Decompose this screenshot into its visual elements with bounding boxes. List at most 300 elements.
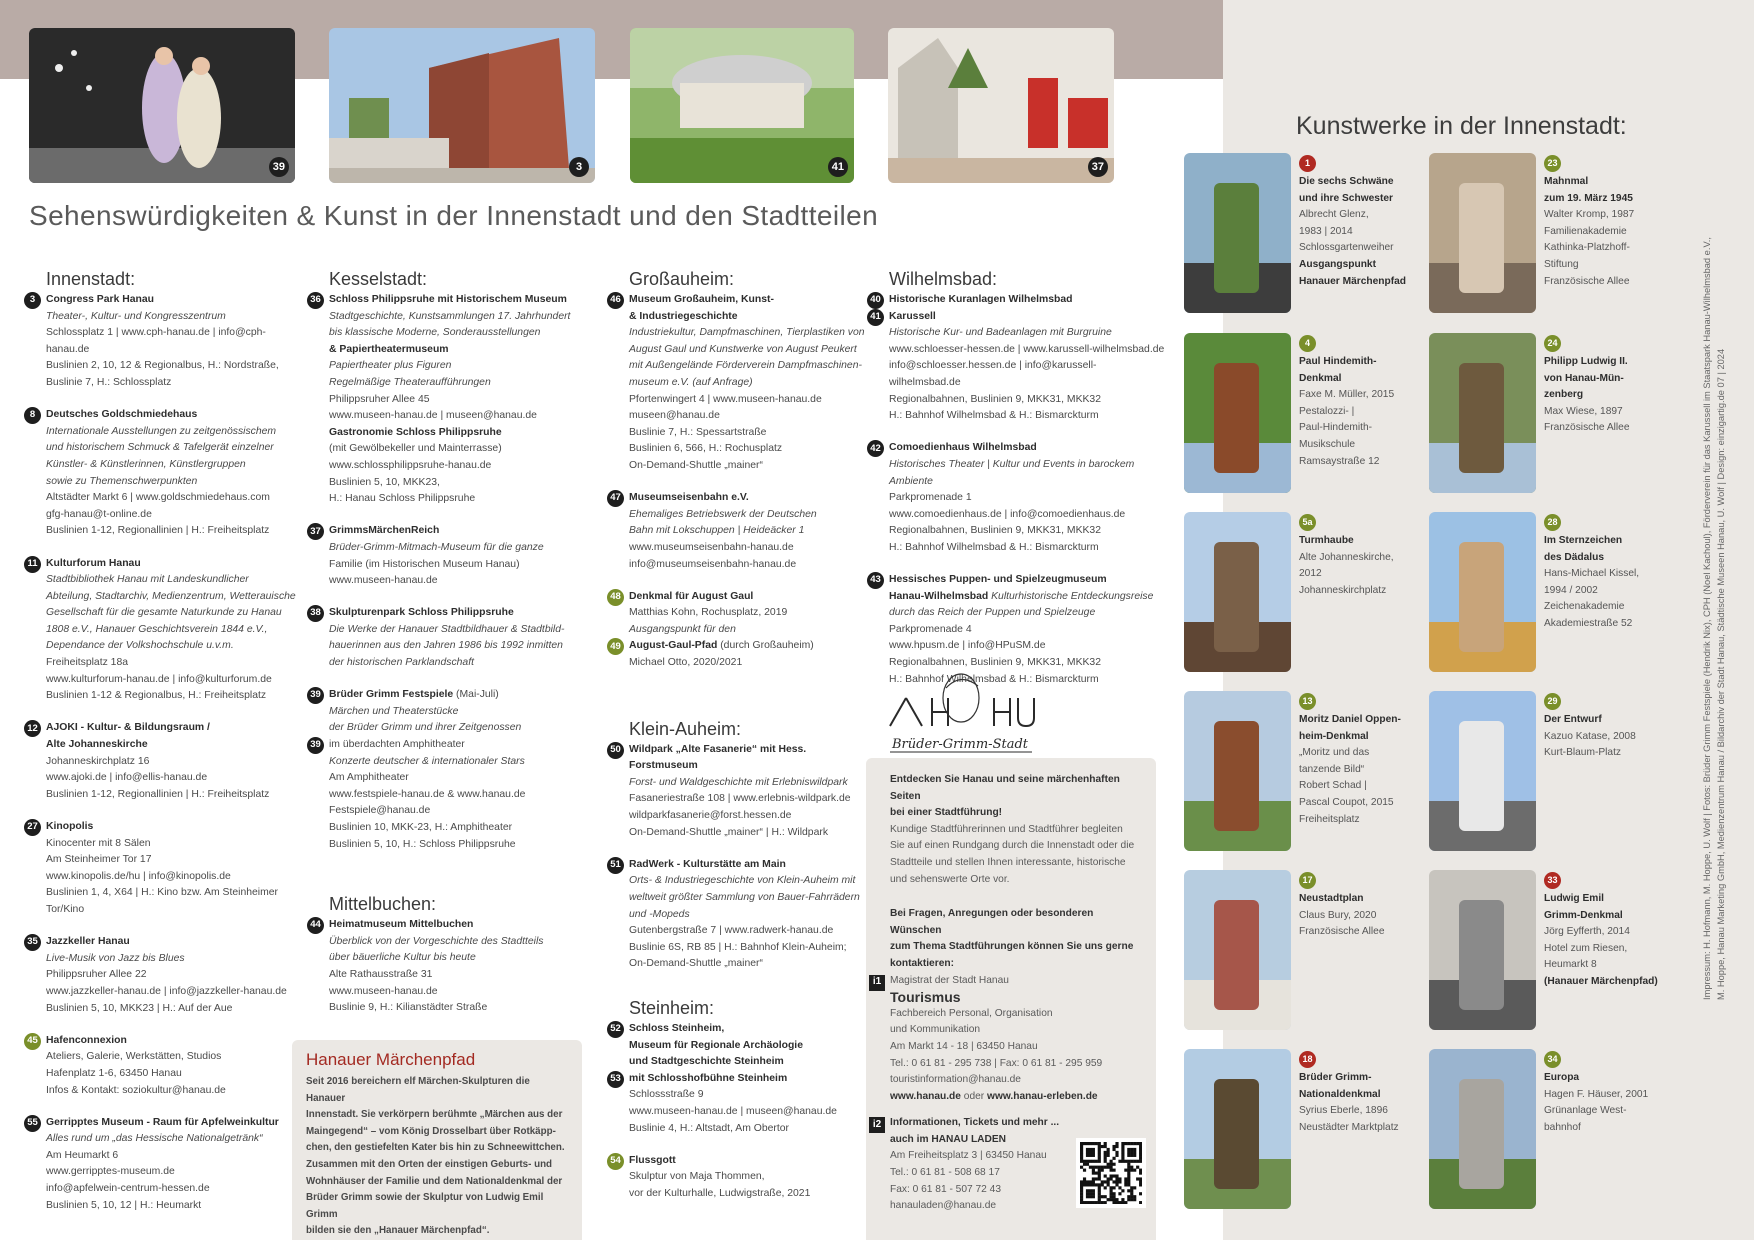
entry-title: Karussell bbox=[889, 310, 936, 322]
entry-title: Wildpark „Alte Fasanerie“ mit Hess. Forstmuseum bbox=[629, 743, 807, 772]
link-separator: oder bbox=[960, 1090, 988, 1102]
artwork-caption bbox=[1544, 155, 1670, 290]
entry-title: Congress Park Hanau bbox=[46, 294, 154, 305]
list-item bbox=[307, 687, 587, 853]
artwork-photo bbox=[1184, 512, 1291, 672]
entry-line: Philippsruher Allee 22 bbox=[46, 969, 147, 981]
entry-line: info@apfelwein-centrum-hessen.de bbox=[46, 1183, 210, 1195]
artwork-caption bbox=[1299, 155, 1425, 290]
grimm-portrait-icon bbox=[886, 668, 1036, 754]
list-item bbox=[607, 857, 867, 973]
entry-line: Ehemaliges Betriebswerk der Deutschen bbox=[629, 508, 817, 520]
entry-line: www.hpusm.de | info@HPuSM.de bbox=[889, 640, 1046, 652]
entry-title: GrimmsMärchenReich bbox=[329, 525, 440, 537]
artwork-title: Moritz Daniel Oppen- bbox=[1299, 714, 1401, 725]
entry-line: wildparkfasanerie@forst.hessen.de bbox=[629, 810, 792, 822]
artwork-photo bbox=[1429, 691, 1536, 851]
entry-number-badge: 37 bbox=[307, 523, 324, 540]
qr-code-icon bbox=[1080, 1142, 1142, 1204]
entry-title: und Stadtgeschichte Steinheim bbox=[629, 1056, 784, 1068]
maerchenpfad-title: Hanauer Märchenpfad bbox=[306, 1050, 476, 1069]
photo-maerchenreich bbox=[888, 28, 1114, 183]
infobox-line: und sehenswerte Orte vor. bbox=[890, 873, 1010, 885]
entry-title: Hessisches Puppen- und Spielzeugmuseum bbox=[889, 574, 1107, 586]
entry-line: H.: Bahnhof Wilhelmsbad & H.: Bismarckturm bbox=[889, 541, 1099, 553]
entry-line: info@schloesser.hessen.de | info@karussell-wilhelmsbad.de bbox=[889, 360, 1097, 388]
artwork-image bbox=[1429, 1049, 1536, 1209]
entry-title: Jazzkeller Hanau bbox=[46, 936, 130, 948]
entry-line: Internationale Ausstellungen zu zeitgenössischem bbox=[46, 425, 277, 437]
artwork-detail: 1994 / 2002 bbox=[1544, 584, 1598, 596]
entry-line: Freiheitsplatz 18a bbox=[46, 657, 129, 669]
entry-line: Buslinie 7, H.: Spessartstraße bbox=[629, 426, 767, 438]
artwork-image bbox=[1184, 870, 1291, 1030]
artwork-detail: Familienakademie bbox=[1544, 225, 1627, 237]
entry-line: On-Demand-Shuttle „mainer“ bbox=[629, 459, 763, 471]
entry-line: Buslinien 1-12, Regionallinien | H.: Freiheitsplatz bbox=[46, 788, 270, 800]
entry-title: Gerripptes Museum - Raum für Apfelweinkultur bbox=[46, 1116, 279, 1128]
info-icon: i2 bbox=[869, 1117, 885, 1133]
maerchenpfad-line: Zusammen mit den Orten der einstigen Geburts- und bbox=[306, 1158, 553, 1170]
artwork-image bbox=[1429, 870, 1536, 1030]
entry-title: Deutsches Goldschmiedehaus bbox=[46, 409, 198, 421]
infobox-line: Kundige Stadtführerinnen und Stadtführer begleiten bbox=[890, 823, 1123, 835]
entry-title: Heimatmuseum Mittelbuchen bbox=[329, 919, 474, 931]
infobox-line: und Kommunikation bbox=[890, 1024, 981, 1036]
infobox-line: Bei Fragen, Anregungen oder besonderen Wünschen bbox=[890, 908, 1094, 936]
entry-line: Buslinien 5, 10, H.: Schloss Philippsruhe bbox=[329, 838, 516, 850]
list-item bbox=[24, 934, 299, 1017]
entry-list bbox=[307, 917, 587, 1017]
photo-maerchenreich-image bbox=[888, 28, 1114, 183]
entry-line: Buslinien 5, 10, MKK23, bbox=[329, 476, 440, 488]
infobox-line: auch im HANAU LADEN bbox=[890, 1133, 1007, 1145]
photo-badge: 39 bbox=[269, 157, 289, 177]
artwork-photo bbox=[1429, 512, 1536, 672]
entry-title: Brüder Grimm Festspiele bbox=[329, 689, 454, 701]
column-innenstadt bbox=[24, 268, 299, 1230]
entry-title-row bbox=[310, 737, 587, 754]
entry-line: Gesellschaft für die gesamte Naturkunde zu Hanau bbox=[46, 607, 282, 619]
column-wilhelmsbad bbox=[867, 268, 1167, 704]
artwork-caption bbox=[1299, 693, 1425, 828]
infobox-line: touristinformation@hanau.de bbox=[890, 1074, 1021, 1086]
artwork-photo bbox=[1184, 1049, 1291, 1209]
artwork-title: Der Entwurf bbox=[1544, 714, 1602, 725]
entry-line: www.museen-hanau.de bbox=[329, 575, 438, 587]
entry-title: Hanau-Wilhelmsbad bbox=[889, 590, 989, 602]
section-heading: Klein-Auheim: bbox=[629, 718, 742, 739]
artwork-detail: Faxe M. Müller, 2015 bbox=[1299, 389, 1395, 401]
entry-line: Dependance der Volkshochschule u.v.m. bbox=[46, 640, 234, 652]
artwork-detail: Pascal Coupot, 2015 bbox=[1299, 796, 1394, 808]
entry-line: info@museumseisenbahn-hanau.de bbox=[629, 558, 797, 570]
entry-line: Die Werke der Hanauer Stadtbildhauer & Stadtbild- bbox=[329, 623, 565, 635]
entry-line: Gutenbergstraße 7 | www.radwerk-hanau.de bbox=[629, 925, 834, 937]
artwork-photo bbox=[1429, 1049, 1536, 1209]
entry-line: Regelmäßige Theateraufführungen bbox=[329, 376, 491, 388]
entry-number-badge: 12 bbox=[24, 720, 41, 737]
entry-line: Konzerte deutscher & internationaler Stars bbox=[329, 755, 525, 767]
infobox-intro bbox=[890, 822, 1136, 888]
infobox-tourismus bbox=[872, 973, 1136, 1106]
entry-line: On-Demand-Shuttle „mainer“ | H.: Wildpark bbox=[629, 826, 829, 838]
maerchenpfad-line: Seit 2016 bereichern elf Märchen-Skulpturen die Hanauer bbox=[306, 1076, 530, 1104]
entry-line: www.schlossphilippsruhe-hanau.de bbox=[329, 459, 492, 471]
artwork-detail: Johanneskirchplatz bbox=[1299, 584, 1387, 596]
entry-line: www.festspiele-hanau.de & www.hanau.de bbox=[329, 788, 526, 800]
entry-title: mit Schlosshofbühne Steinheim bbox=[629, 1072, 788, 1084]
artwork-detail: Pestalozzi- | bbox=[1299, 405, 1355, 417]
entry-number-badge: 38 bbox=[307, 605, 324, 622]
artwork-caption bbox=[1299, 872, 1425, 941]
entry-title: Hafenconnexion bbox=[46, 1034, 127, 1046]
list-item bbox=[867, 292, 1167, 425]
entry-line: H.: Hanau Schloss Philippsruhe bbox=[329, 493, 476, 505]
entry-line: und historischem Schmuck & Tafelgerät einzelner bbox=[46, 442, 274, 454]
artwork-detail: Französische Allee bbox=[1544, 275, 1630, 287]
artwork-detail: Akademiestraße 52 bbox=[1544, 617, 1633, 629]
entry-title: & Industriegeschichte bbox=[629, 310, 738, 322]
artwork-detail: Heumarkt 8 bbox=[1544, 959, 1597, 971]
info-icon: i1 bbox=[869, 975, 885, 991]
entry-line: www.kinopolis.de/hu | info@kinopolis.de bbox=[46, 870, 231, 882]
entry-line: durch das Reich der Puppen und Spielzeuge bbox=[889, 607, 1096, 619]
infobox-line: zum Thema Stadtführungen können Sie uns gerne bbox=[890, 941, 1134, 953]
entry-line: Pfortenwingert 4 | www.museen-hanau.de bbox=[629, 393, 822, 405]
artwork-title: Paul Hindemith- bbox=[1299, 356, 1377, 367]
entry-line: Überblick von der Vorgeschichte des Stadtteils bbox=[329, 935, 544, 947]
infobox-line: Fachbereich Personal, Organisation bbox=[890, 1007, 1053, 1019]
artwork-photo bbox=[1429, 333, 1536, 493]
artwork-detail: Kurt-Blaum-Platz bbox=[1544, 747, 1621, 759]
artwork-caption bbox=[1299, 335, 1425, 470]
entry-line: Stadtgeschichte, Kunstsammlungen 17. Jahrhundert bbox=[329, 310, 571, 322]
entry-line: H.: Bahnhof Wilhelmsbad & H.: Bismarckturm bbox=[889, 673, 1099, 685]
list-item bbox=[24, 1033, 299, 1099]
entry-number-badge: 27 bbox=[24, 819, 41, 836]
signature-text: Brüder-Grimm-Stadt bbox=[892, 737, 1028, 752]
entry-title: Museum Großauheim, Kunst- bbox=[629, 294, 774, 305]
entry-number-badge: 46 bbox=[607, 292, 624, 309]
entry-line: Buslinien 6, 566, H.: Rochusplatz bbox=[629, 443, 783, 455]
entry-line: hauerinnen aus den Jahren 1986 bis 1992 inmitten bbox=[329, 640, 563, 652]
artwork-detail: 1983 | 2014 bbox=[1299, 225, 1353, 237]
entry-number-badge: 43 bbox=[867, 572, 884, 589]
infobox-tourismus-title: Tourismus bbox=[890, 989, 961, 1006]
artwork-title: Im Sternzeichen bbox=[1544, 535, 1623, 546]
maerchenpfad-line: Brüder Grimm sowie der Skulptur von Ludwig Emil Grimm bbox=[306, 1192, 544, 1220]
entry-line: und -Mopeds bbox=[629, 908, 690, 920]
list-item bbox=[24, 292, 299, 392]
entry-line: Matthias Kohn, Rochusplatz, 2019 bbox=[629, 607, 788, 619]
artwork-note: (Hanauer Märchenpfad) bbox=[1544, 975, 1658, 987]
entry-line: Regionalbahnen, Buslinien 9, MKK31, MKK32 bbox=[889, 525, 1101, 537]
entry-line: www.jazzkeller-hanau.de | info@jazzkeller-hanau.de bbox=[46, 985, 287, 997]
artwork-caption bbox=[1299, 1051, 1425, 1136]
entry-line: Buslinien 10, MKK-23, H.: Amphitheater bbox=[329, 822, 513, 833]
entry-number-badge: 48 bbox=[607, 589, 624, 606]
entry-line: On-Demand-Shuttle „mainer“ bbox=[629, 958, 763, 970]
artwork-number-badge: 13 bbox=[1299, 693, 1316, 710]
artwork-detail: Hotel zum Riesen, bbox=[1544, 942, 1628, 954]
link-hanau-erleben[interactable]: www.hanau-erleben.de bbox=[987, 1090, 1098, 1102]
section-heading: Wilhelmsbad: bbox=[889, 269, 998, 289]
artwork-image bbox=[1184, 333, 1291, 493]
artwork-title: Neustadtplan bbox=[1299, 893, 1364, 904]
artwork-number-badge: 17 bbox=[1299, 872, 1316, 889]
entry-title: Schloss Philippsruhe mit Historischem Museum bbox=[329, 294, 567, 305]
artwork-caption bbox=[1544, 335, 1670, 437]
entry-number-badge: 35 bbox=[24, 934, 41, 951]
photo-badge: 37 bbox=[1088, 157, 1108, 177]
artwork-detail: Grünanlage West- bbox=[1544, 1105, 1627, 1117]
entry-line: der Brüder Grimm und ihrer Zeitgenossen bbox=[329, 722, 522, 734]
entry-number-badge: 47 bbox=[607, 490, 624, 507]
entry-number-badge: 40 bbox=[867, 292, 884, 309]
artwork-image bbox=[1184, 1049, 1291, 1209]
entry-number-badge: 45 bbox=[24, 1033, 41, 1050]
artwork-image bbox=[1429, 691, 1536, 851]
entry-line: www.kulturforum-hanau.de | info@kulturforum.de bbox=[46, 673, 272, 685]
entry-line: weltweit größter Sammlung von Bauer-Fahrrädern bbox=[629, 892, 860, 903]
artwork-detail: Hagen F. Häuser, 2001 bbox=[1544, 1088, 1649, 1100]
list-item bbox=[867, 440, 1167, 556]
entry-line: www.schloesser-hessen.de | www.karussell-wilhelmsbad.de bbox=[889, 343, 1165, 355]
artwork-number-badge: 5a bbox=[1299, 514, 1316, 531]
entry-line: Historisches Theater | Kultur und Events in barockem Ambiente bbox=[889, 458, 1135, 487]
kunstwerke-title: Kunstwerke in der Innenstadt: bbox=[1296, 112, 1627, 140]
entry-title-row bbox=[329, 687, 587, 704]
entry-line: Alles rund um „das Hessische Nationalgetränk“ bbox=[46, 1133, 263, 1145]
entry-line: Regionalbahnen, Buslinien 9, MKK31, MKK32 bbox=[889, 393, 1101, 405]
list-item bbox=[24, 720, 299, 803]
entry-line: H.: Bahnhof Wilhelmsbad & H.: Bismarckturm bbox=[889, 410, 1099, 422]
artwork-caption bbox=[1544, 514, 1670, 633]
entry-line: Industriekultur, Dampfmaschinen, Tierplastiken von bbox=[629, 327, 865, 339]
entry-line: www.ajoki.de | info@ellis-hanau.de bbox=[46, 772, 208, 784]
artwork-photo bbox=[1184, 870, 1291, 1030]
entry-line: Stadtbibliothek Hanau mit Landeskundlicher bbox=[46, 574, 249, 586]
list-item bbox=[607, 589, 867, 639]
infobox-line: Informationen, Tickets und mehr ... bbox=[890, 1117, 1060, 1129]
maerchenpfad-text bbox=[306, 1074, 568, 1240]
artwork-title: zum 19. März 1945 bbox=[1544, 192, 1633, 204]
artwork-detail: Jörg Eyfferth, 2014 bbox=[1544, 926, 1630, 938]
artwork-number-badge: 29 bbox=[1544, 693, 1561, 710]
entry-line: www.museen-hanau.de | museen@hanau.de bbox=[329, 410, 537, 422]
list-item bbox=[24, 819, 299, 919]
entry-line: Gastronomie Schloss Philippsruhe bbox=[329, 426, 502, 438]
artwork-title: Ludwig Emil bbox=[1544, 893, 1604, 904]
entry-number-badge: 54 bbox=[607, 1153, 624, 1170]
infobox-line: hanauladen@hanau.de bbox=[890, 1200, 997, 1212]
artwork-detail: Musikschule bbox=[1299, 438, 1356, 450]
entry-number-badge: 42 bbox=[867, 440, 884, 457]
artwork-title: Denkmal bbox=[1299, 372, 1342, 384]
artwork-detail: Französische Allee bbox=[1544, 422, 1630, 434]
imprint-line: Impressum: H. Hofmann, M. Hoppe, U. Wolf | Fotos: Brüder Grimm Festspiele (Hendrik Nix), CPH (Noel Kachoul), Förderverein für das Karussell im Staatspark Hanau-Wilhelmsbad e.V., bbox=[1702, 237, 1712, 1000]
entry-title: Museumseisenbahn e.V. bbox=[629, 492, 749, 504]
entry-line: Papiertheater plus Figuren bbox=[329, 360, 452, 372]
entry-line: Am Steinheimer Tor 17 bbox=[46, 854, 152, 866]
entry-number-badge: 53 bbox=[607, 1071, 624, 1088]
entry-title: RadWerk - Kulturstätte am Main bbox=[629, 858, 786, 870]
imprint bbox=[1700, 140, 1728, 1000]
section-heading: Innenstadt: bbox=[46, 269, 136, 289]
qr-code[interactable] bbox=[1076, 1138, 1146, 1208]
entry-line: Historische Kur- und Badeanlagen mit Burgruine bbox=[889, 327, 1112, 339]
infobox-line: Am Markt 14 - 18 | 63450 Hanau bbox=[890, 1040, 1038, 1052]
entry-line: Regionalbahnen, Buslinien 9, MKK31, MKK32 bbox=[889, 657, 1101, 669]
entry-list bbox=[607, 292, 867, 672]
entry-list bbox=[607, 1021, 867, 1203]
photo-festspiele-image bbox=[29, 28, 295, 183]
artwork-number-badge: 23 bbox=[1544, 155, 1561, 172]
artwork-title: Philipp Ludwig II. bbox=[1544, 356, 1628, 367]
artwork-number-badge: 18 bbox=[1299, 1051, 1316, 1068]
entry-title-row bbox=[889, 589, 1167, 606]
entry-line: Orts- & Industriegeschichte von Klein-Auheim mit bbox=[629, 875, 856, 887]
infobox-line: Entdecken Sie Hanau und seine märchenhaften Seiten bbox=[890, 774, 1120, 802]
entry-subtitle: Kulturhistorische Entdeckungsreise bbox=[991, 590, 1154, 602]
entry-line: Ausgangspunkt für den bbox=[629, 623, 736, 635]
photo-karussell bbox=[630, 28, 854, 183]
entry-line: Abteilung, Stadtarchiv, Medienzentrum, Wetterauische bbox=[46, 590, 296, 602]
artwork-image bbox=[1429, 153, 1536, 313]
artwork-detail: Alte Johanneskirche, bbox=[1299, 551, 1394, 563]
list-item bbox=[307, 605, 587, 671]
entry-title: August-Gaul-Pfad bbox=[629, 640, 718, 652]
entry-line: Schlossstraße 9 bbox=[629, 1089, 704, 1101]
entry-title: Alte Johanneskirche bbox=[46, 739, 148, 751]
artwork-photo bbox=[1184, 153, 1291, 313]
link-hanau[interactable]: www.hanau.de bbox=[890, 1090, 961, 1102]
artwork-title: und ihre Schwester bbox=[1299, 192, 1393, 204]
artwork-title: zenberg bbox=[1544, 389, 1584, 401]
maerchenpfad-line: Wohnhäuser der Familie und dem Nationaldenkmal der bbox=[306, 1175, 563, 1187]
imprint-line: M. Hoppe, Hanau Marketing GmbH, Medienzentrum Hanau / Bildarchiv der Stadt Hanau, Städtische Museen Hanau, U. Wolf | Design: einzigartig.de 07 | 2024 bbox=[1716, 348, 1726, 1000]
entry-line: August Gaul und Kunstwerke von August Peukert bbox=[629, 343, 857, 355]
brueder-grimm-stadt-logo bbox=[886, 668, 1036, 754]
entry-line: Michael Otto, 2020/2021 bbox=[629, 657, 743, 669]
artwork-detail: Freiheitsplatz bbox=[1299, 813, 1360, 825]
entry-line: www.museumseisenbahn-hanau.de bbox=[629, 541, 794, 553]
page-title: Sehenswürdigkeiten & Kunst in der Innenstadt und den Stadtteilen bbox=[29, 200, 879, 231]
artwork-detail: Max Wiese, 1897 bbox=[1544, 405, 1623, 417]
entry-line: Familie (im Historischen Museum Hanau) bbox=[329, 558, 520, 570]
artwork-image bbox=[1429, 333, 1536, 493]
infobox-magistrat: Magistrat der Stadt Hanau bbox=[890, 974, 1009, 986]
artwork-number-badge: 1 bbox=[1299, 155, 1316, 172]
maerchenpfad-box bbox=[292, 1040, 582, 1240]
entry-line: Buslinie 9, H.: Kilianstädter Straße bbox=[329, 1002, 488, 1014]
entry-number-badge: 11 bbox=[24, 556, 41, 573]
entry-line: & Papiertheatermuseum bbox=[329, 343, 449, 355]
artwork-title: Europa bbox=[1544, 1072, 1580, 1083]
artwork-image bbox=[1184, 512, 1291, 672]
entry-line: Bahn mit Lokschuppen | Heideäcker 1 bbox=[629, 525, 805, 537]
entry-line: Buslinie 6S, RB 85 | H.: Bahnhof Klein-Auheim; bbox=[629, 941, 847, 953]
entry-line: Forst- und Waldgeschichte mit Erlebniswildpark bbox=[629, 776, 848, 788]
entry-number-badge: 55 bbox=[24, 1115, 41, 1132]
infobox-line: Stadtteile und stellen Ihnen interessante, historische bbox=[890, 856, 1126, 868]
artwork-title: Nationaldenkmal bbox=[1299, 1088, 1381, 1100]
infobox-line: Sie auf einen Rundgang durch die Innenstadt oder die bbox=[890, 840, 1135, 852]
artwork-detail: Claus Bury, 2020 bbox=[1299, 909, 1377, 921]
entry-line: museen@hanau.de bbox=[629, 410, 720, 422]
artwork-detail: Albrecht Glenz, bbox=[1299, 209, 1369, 221]
entry-line: Buslinien 1-12 & Regionalbus, H.: Freiheitsplatz bbox=[46, 690, 267, 702]
entry-line: Am Amphitheater bbox=[329, 772, 409, 784]
artwork-note: Hanauer Märchenpfad bbox=[1299, 275, 1406, 287]
entry-line: Johanneskirchplatz 16 bbox=[46, 755, 150, 767]
entry-line: Buslinien 5, 10, 12 | H.: Heumarkt bbox=[46, 1199, 202, 1211]
entry-line: (mit Gewölbekeller und Mainterrasse) bbox=[329, 443, 502, 455]
artwork-note: Ausgangspunkt bbox=[1299, 258, 1376, 270]
section-heading: Mittelbuchen: bbox=[329, 894, 437, 915]
entry-line: im überdachten Amphitheater bbox=[329, 739, 465, 751]
artwork-caption bbox=[1544, 693, 1670, 762]
entry-line: Buslinien 5, 10, MKK23 | H.: Auf der Aue bbox=[46, 1002, 233, 1014]
artwork-image bbox=[1429, 512, 1536, 672]
entry-title-note: (Mai-Juli) bbox=[456, 689, 499, 701]
artwork-caption bbox=[1299, 514, 1425, 599]
entry-list bbox=[24, 292, 299, 1214]
entry-list bbox=[867, 292, 1167, 688]
entry-number-badge: 41 bbox=[867, 309, 884, 326]
column-kesselstadt bbox=[307, 268, 587, 1032]
list-item bbox=[607, 1153, 867, 1203]
artwork-photo bbox=[1429, 153, 1536, 313]
artwork-number-badge: 33 bbox=[1544, 872, 1561, 889]
list-item bbox=[607, 1021, 867, 1137]
maerchenpfad-line: Innenstadt. Sie verkörpern berühmte „Märchen aus der bbox=[306, 1109, 563, 1121]
artwork-photo bbox=[1184, 691, 1291, 851]
artwork-number-badge: 28 bbox=[1544, 514, 1561, 531]
entry-line: Altstädter Markt 6 | www.goldschmiedehaus.com bbox=[46, 492, 270, 504]
artwork-detail: Kathinka-Platzhoff- bbox=[1544, 242, 1630, 254]
artwork-detail: Paul-Hindemith- bbox=[1299, 422, 1373, 434]
entry-number-badge: 49 bbox=[607, 638, 624, 655]
entry-line: Theater-, Kultur- und Kongresszentrum bbox=[46, 310, 226, 322]
entry-line: Buslinie 4, H.: Altstadt, Am Obertor bbox=[629, 1122, 789, 1134]
infobox-intro-heading bbox=[890, 772, 1136, 822]
entry-line: Philippsruher Allee 45 bbox=[329, 393, 430, 405]
entry-title: Skulpturenpark Schloss Philippsruhe bbox=[329, 607, 514, 619]
entry-title: Schloss Steinheim, bbox=[629, 1022, 725, 1034]
artwork-image bbox=[1184, 691, 1291, 851]
column-grossauheim bbox=[607, 268, 867, 1218]
entry-line: Kinocenter mit 8 Sälen bbox=[46, 837, 151, 849]
photo-cph bbox=[329, 28, 595, 183]
entry-line: Brüder-Grimm-Mitmach-Museum für die ganze bbox=[329, 541, 544, 553]
list-item bbox=[607, 292, 867, 475]
entry-number-badge: 44 bbox=[307, 917, 324, 934]
list-item bbox=[607, 490, 867, 573]
section-heading: Großauheim: bbox=[629, 269, 735, 289]
infobox-line: bei einer Stadtführung! bbox=[890, 807, 1003, 819]
entry-list bbox=[307, 292, 587, 853]
artwork-photo bbox=[1429, 870, 1536, 1030]
entry-title: Museum für Regionale Archäologie bbox=[629, 1039, 803, 1051]
list-item bbox=[607, 742, 867, 842]
artwork-caption bbox=[1544, 1051, 1670, 1136]
entry-line: www.comoedienhaus.de | info@comoedienhaus.de bbox=[889, 508, 1126, 520]
artwork-detail: Walter Kromp, 1987 bbox=[1544, 209, 1635, 221]
artwork-detail: tanzende Bild“ bbox=[1299, 763, 1365, 775]
list-item bbox=[307, 292, 587, 508]
